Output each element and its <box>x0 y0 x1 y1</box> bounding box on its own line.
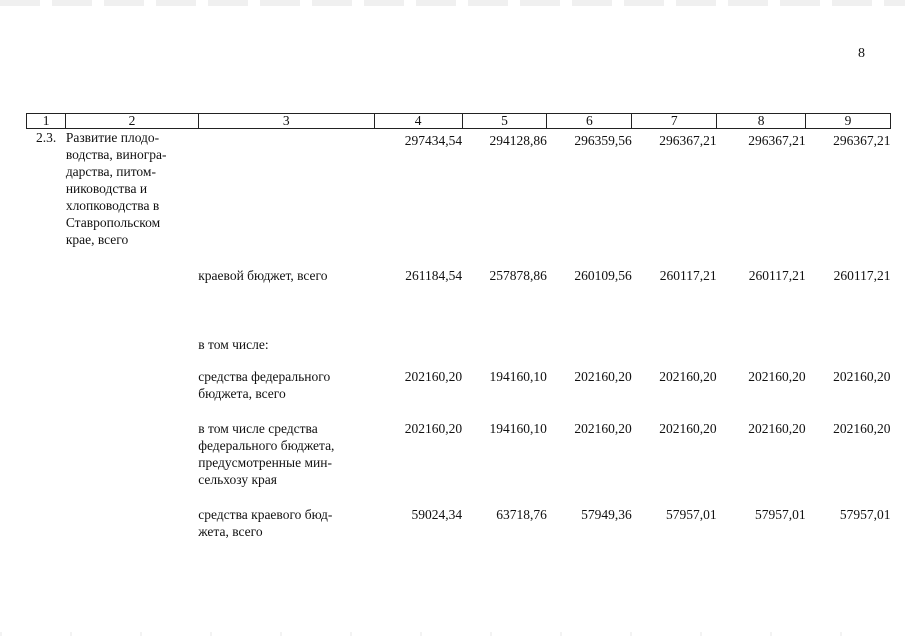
table-row <box>27 506 891 546</box>
section-name: Развитие плодо- водства, виногра- дарства, питом- ниководства и хлопководства в Ставропольском крае, всего <box>65 130 167 247</box>
column-header: 5 <box>462 114 547 129</box>
value-cell: 202160,20 <box>748 420 806 436</box>
value-cell: 194160,10 <box>489 368 547 384</box>
value-cell: 57949,36 <box>581 506 632 522</box>
value-cell: 202160,20 <box>833 368 891 384</box>
column-header: 2 <box>66 114 198 129</box>
value-cell: 296367,21 <box>833 133 891 148</box>
value-cell: 257878,86 <box>489 267 547 283</box>
value-cell: 260109,56 <box>574 267 632 283</box>
column-header: 7 <box>632 114 717 129</box>
value-cell: 294128,86 <box>489 133 547 148</box>
source-label: средства краевого бюд- жета, всего <box>198 506 333 539</box>
value-cell: 260117,21 <box>748 267 806 283</box>
value-cell: 57957,01 <box>665 506 717 522</box>
column-header: 3 <box>198 114 374 129</box>
value-cell: 202160,20 <box>404 368 463 384</box>
column-header: 6 <box>547 114 632 129</box>
value-cell: 57957,01 <box>839 506 891 522</box>
column-header: 8 <box>717 114 806 129</box>
value-cell: 261184,54 <box>405 267 463 283</box>
budget-table <box>26 113 891 546</box>
table-row <box>27 420 891 506</box>
source-cell-empty <box>198 129 374 267</box>
value-cell: 296359,56 <box>574 133 632 148</box>
source-label: в том числе: <box>198 336 269 352</box>
value-cell: 202160,20 <box>659 368 717 384</box>
value-cell: 202160,20 <box>404 420 463 436</box>
section-total-row <box>27 129 891 267</box>
source-label: средства федерального бюджета, всего <box>198 368 331 401</box>
value-cell: 194160,10 <box>489 420 547 436</box>
section-number: 2.3. <box>36 130 57 145</box>
value-cell: 296367,21 <box>659 133 717 148</box>
value-cell: 260117,21 <box>833 267 891 283</box>
value-cell: 59024,34 <box>411 506 463 522</box>
column-header: 1 <box>27 114 66 129</box>
source-label: краевой бюджет, всего <box>198 267 328 283</box>
value-cell: 202160,20 <box>574 368 632 384</box>
value-cell: 57957,01 <box>754 506 806 522</box>
page-number: 8 <box>858 46 865 61</box>
value-cell: 296367,21 <box>748 133 806 148</box>
value-cell: 202160,20 <box>659 420 717 436</box>
value-cell: 63718,76 <box>496 506 547 522</box>
value-cell: 297434,54 <box>404 133 463 148</box>
value-cell: 260117,21 <box>659 267 717 283</box>
table-row <box>27 267 891 336</box>
header-row <box>27 114 891 129</box>
value-cell: 202160,20 <box>833 420 891 436</box>
table-row <box>27 336 891 368</box>
value-cell: 202160,20 <box>574 420 632 436</box>
scan-top-edge <box>0 0 905 6</box>
table-row <box>27 368 891 420</box>
column-header: 9 <box>806 114 891 129</box>
source-label: в том числе средства федерального бюджета, предусмотренные мин- сельхозу края <box>198 420 335 487</box>
scan-bottom-edge <box>0 632 905 636</box>
column-header: 4 <box>374 114 462 129</box>
value-cell: 202160,20 <box>748 368 806 384</box>
